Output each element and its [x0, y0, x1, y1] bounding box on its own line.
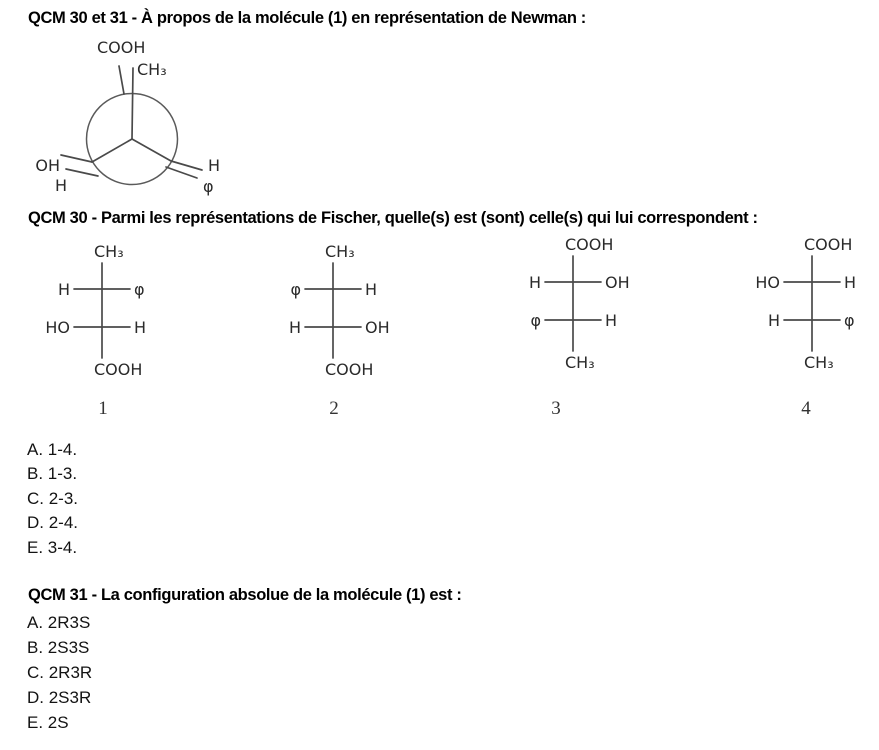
qcm31-title: QCM 31 - La configuration absolue de la molécule (1) est :	[28, 586, 462, 604]
fischer-row1-right-label: H	[365, 280, 378, 299]
fischer-row1-right-label: φ	[134, 280, 145, 299]
qcm30-title: QCM 30 - Parmi les représentations de Fischer, quelle(s) est (sont) celle(s) qui lui correspondent :	[28, 209, 758, 227]
fischer-projection-3	[495, 229, 645, 381]
qcm31-option-a: A. 2R3S	[27, 613, 91, 632]
fischer-row1-left-label: φ	[290, 280, 301, 299]
newman-label-ch3: CH₃	[137, 60, 167, 79]
newman-front-bond-lower-left	[92, 139, 132, 162]
fischer-row2-right-label: H	[605, 311, 618, 330]
newman-label-phi: φ	[203, 177, 214, 196]
fischer-projection-2	[255, 236, 405, 388]
fischer-projection-1	[24, 236, 174, 388]
fischer-row2-right-label: OH	[365, 318, 390, 337]
newman-back-bond-left-lower	[66, 169, 98, 176]
qcm30-option-d: D. 2-4.	[27, 513, 79, 533]
fischer-top-label: CH₃	[94, 242, 124, 261]
fischer-row2-left-label: HO	[45, 318, 70, 337]
newman-label-h-right: H	[208, 156, 221, 175]
qcm30-option-c: C. 2-3.	[27, 488, 79, 508]
fischer-top-label: CH₃	[325, 242, 355, 261]
qcm31-option-d: D. 2S3R	[27, 688, 92, 707]
fischer-row1-right-label: OH	[605, 273, 630, 292]
qcm30-option-e: E. 3-4.	[27, 537, 78, 557]
fischer-bottom-label: COOH	[94, 360, 143, 379]
qcm30-31-title: QCM 30 et 31 - À propos de la molécule (1) en représentation de Newman :	[28, 9, 586, 27]
qcm30-options	[27, 438, 78, 560]
newman-label-cooh: COOH	[97, 38, 146, 57]
newman-projection-diagram	[0, 0, 260, 205]
fischer-bottom-label: CH₃	[565, 353, 595, 372]
fischer-row2-left-label: H	[767, 311, 780, 330]
newman-front-bond-top	[132, 68, 133, 139]
fischer-number-1: 1	[98, 398, 108, 419]
qcm30-option-b: B. 1-3.	[27, 464, 78, 484]
fischer-number-2: 2	[329, 398, 339, 419]
qcm31-option-c: C. 2R3R	[27, 663, 93, 682]
fischer-row1-left-label: HO	[755, 273, 780, 292]
fischer-top-label: COOH	[804, 235, 853, 254]
qcm31-options	[27, 610, 92, 735]
newman-back-bond-right-lower	[166, 167, 197, 178]
fischer-bottom-label: COOH	[325, 360, 374, 379]
newman-label-h-left: H	[54, 176, 68, 195]
fischer-row1-right-label: H	[844, 273, 857, 292]
newman-back-bond-left-upper	[61, 155, 92, 162]
fischer-row2-left-label: H	[288, 318, 301, 337]
fischer-row2-right-label: H	[134, 318, 147, 337]
fischer-projection-4	[734, 229, 879, 381]
fischer-row1-left-label: H	[528, 273, 541, 292]
fischer-number-3: 3	[551, 398, 561, 419]
qcm31-option-e: E. 2S	[27, 713, 69, 732]
qcm31-option-b: B. 2S3S	[27, 638, 90, 657]
newman-front-bond-lower-right	[132, 139, 171, 161]
fischer-row2-right-label: φ	[844, 311, 855, 330]
fischer-row2-left-label: φ	[530, 311, 541, 330]
newman-back-bond-right-upper	[171, 161, 202, 170]
newman-back-bond-top	[119, 66, 124, 94]
fischer-row1-left-label: H	[57, 280, 70, 299]
newman-label-oh: OH	[35, 156, 60, 175]
fischer-bottom-label: CH₃	[804, 353, 834, 372]
fischer-top-label: COOH	[565, 235, 614, 254]
qcm30-option-a: A. 1-4.	[27, 440, 78, 459]
fischer-number-4: 4	[801, 398, 811, 419]
